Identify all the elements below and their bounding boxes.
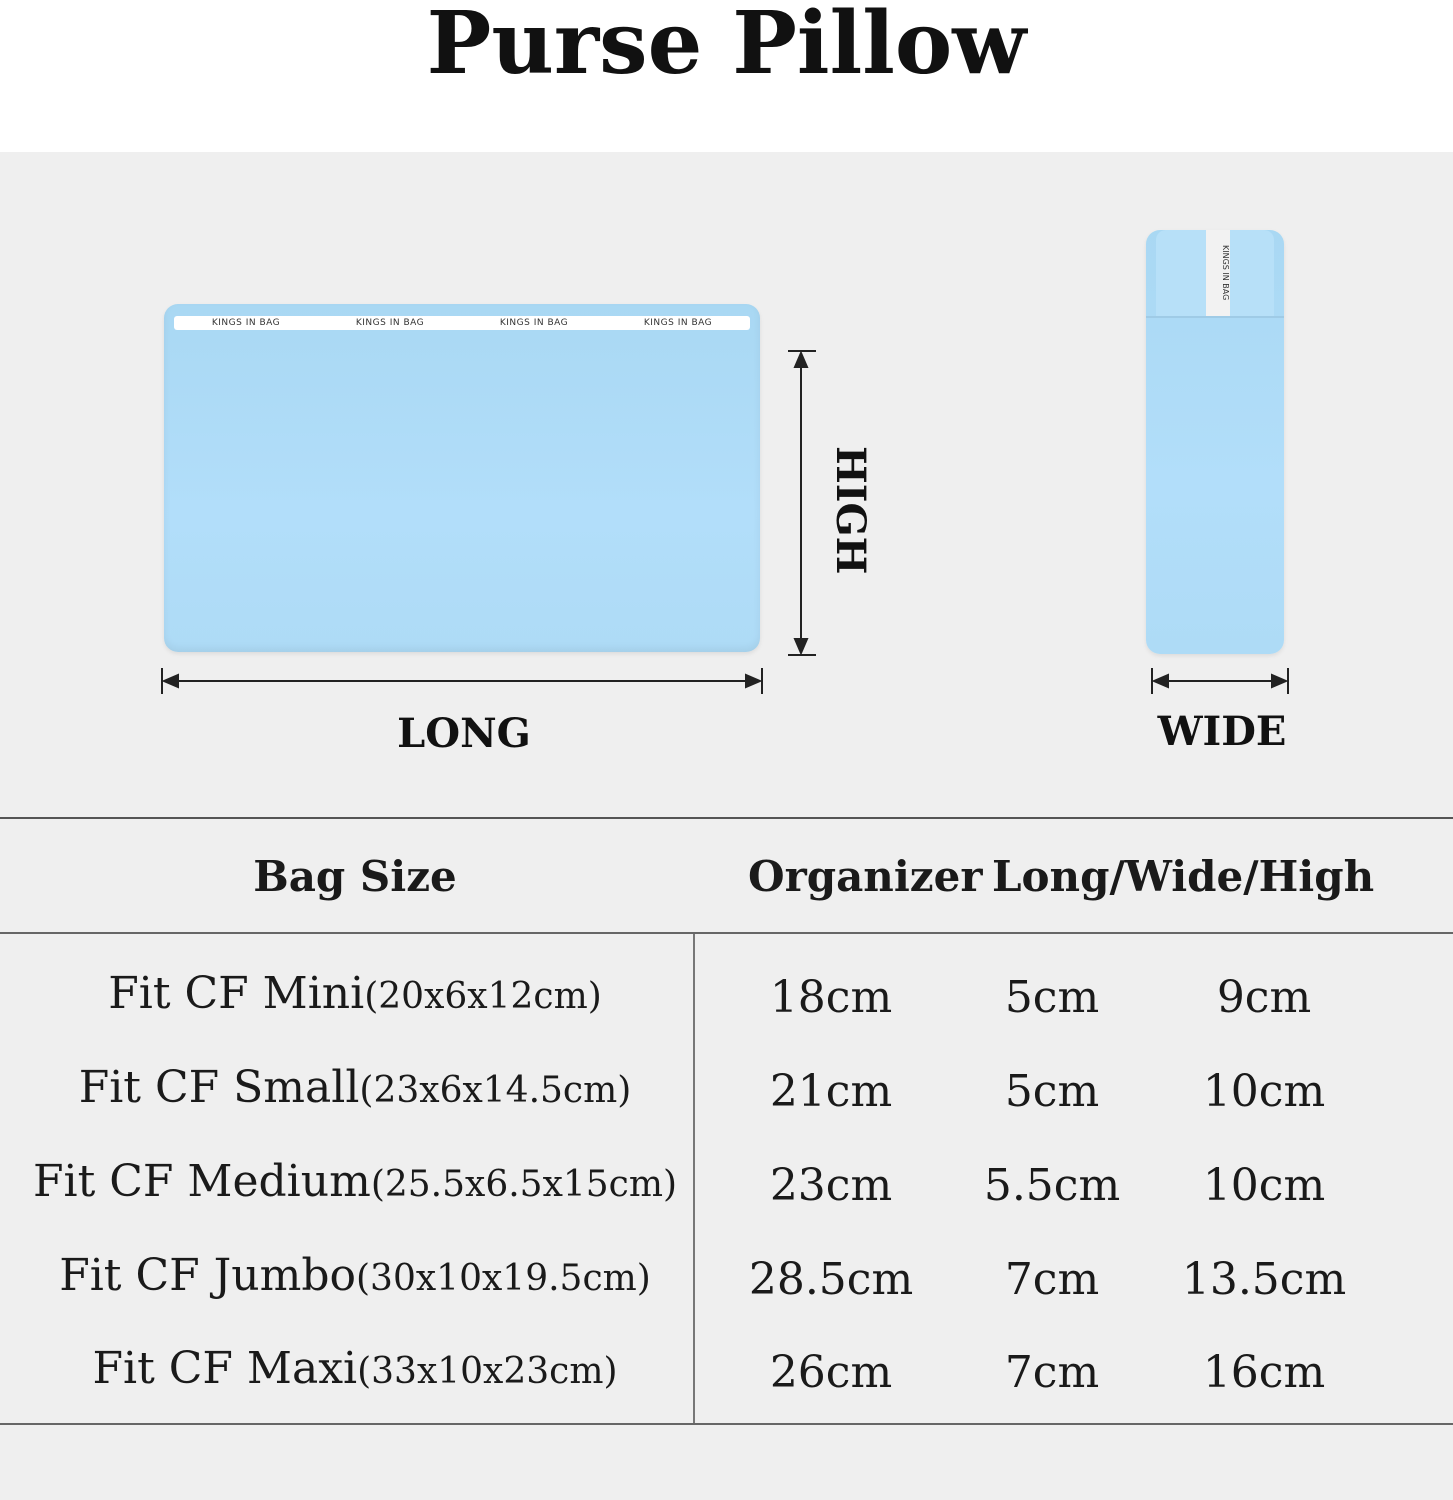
brand-band-label: KINGS IN BAG <box>211 318 281 328</box>
organizer-long: 28.5cm <box>748 1254 914 1305</box>
high-arrowhead-top <box>795 353 807 367</box>
bag-dims: (30x10x19.5cm) <box>356 1258 651 1299</box>
organizer-high: 10cm <box>1202 1066 1326 1117</box>
header-dimensions: Long/Wide/High <box>992 852 1375 901</box>
long-arrowhead-right <box>746 675 760 687</box>
bag-dims: (33x10x23cm) <box>357 1351 618 1392</box>
bag-name: Fit CF Maxi <box>92 1343 358 1394</box>
table-divider-header <box>0 932 1453 934</box>
table-row <box>0 1343 1453 1403</box>
bag-dims: (20x6x12cm) <box>364 976 602 1017</box>
organizer-long: 26cm <box>769 1347 893 1398</box>
organizer-wide: 5.5cm <box>983 1160 1121 1211</box>
high-label: HIGH <box>827 446 874 575</box>
table-row <box>0 968 1453 1028</box>
page-title: Purse Pillow <box>426 0 1027 94</box>
high-arrowhead-bottom <box>795 639 807 653</box>
bag-dims: (25.5x6.5x15cm) <box>370 1164 678 1205</box>
table-row <box>0 1062 1453 1122</box>
bag-size-cell <box>20 1062 690 1113</box>
organizer-long: 18cm <box>769 972 893 1023</box>
brand-band-side: KINGS IN BAG <box>1206 230 1230 316</box>
brand-band-label: KINGS IN BAG <box>499 318 569 328</box>
bag-dims: (23x6x14.5cm) <box>359 1070 632 1111</box>
organizer-high: 10cm <box>1202 1160 1326 1211</box>
long-arrowhead-left <box>164 675 178 687</box>
bag-size-cell <box>20 1156 690 1207</box>
bag-name: Fit CF Jumbo <box>59 1250 357 1301</box>
table-divider-top <box>0 817 1453 819</box>
table-row <box>0 1156 1453 1216</box>
organizer-wide: 7cm <box>1004 1254 1100 1305</box>
table-divider-bottom <box>0 1423 1453 1425</box>
long-label: LONG <box>397 710 531 757</box>
organizer-wide: 7cm <box>1004 1347 1100 1398</box>
bag-name: Fit CF Mini <box>108 968 365 1019</box>
organizer-high: 16cm <box>1202 1347 1326 1398</box>
organizer-wide: 5cm <box>1004 972 1100 1023</box>
bag-size-cell <box>20 968 690 1019</box>
organizer-wide: 5cm <box>1004 1066 1100 1117</box>
brand-band-label: KINGS IN BAG <box>355 318 425 328</box>
header-bag-size: Bag Size <box>253 852 457 901</box>
bag-name: Fit CF Medium <box>32 1156 371 1207</box>
wide-label: WIDE <box>1157 708 1287 755</box>
bag-name: Fit CF Small <box>78 1062 360 1113</box>
organizer-long: 23cm <box>769 1160 893 1211</box>
organizer-high: 9cm <box>1216 972 1312 1023</box>
bag-size-cell <box>20 1343 690 1394</box>
wide-arrowhead-right <box>1272 675 1286 687</box>
bag-size-cell <box>20 1250 690 1301</box>
brand-band-label: KINGS IN BAG <box>643 318 713 328</box>
table-row <box>0 1250 1453 1310</box>
organizer-high: 13.5cm <box>1181 1254 1347 1305</box>
header-organizer: Organizer <box>748 852 983 901</box>
organizer-long: 21cm <box>769 1066 893 1117</box>
wide-arrowhead-left <box>1154 675 1168 687</box>
